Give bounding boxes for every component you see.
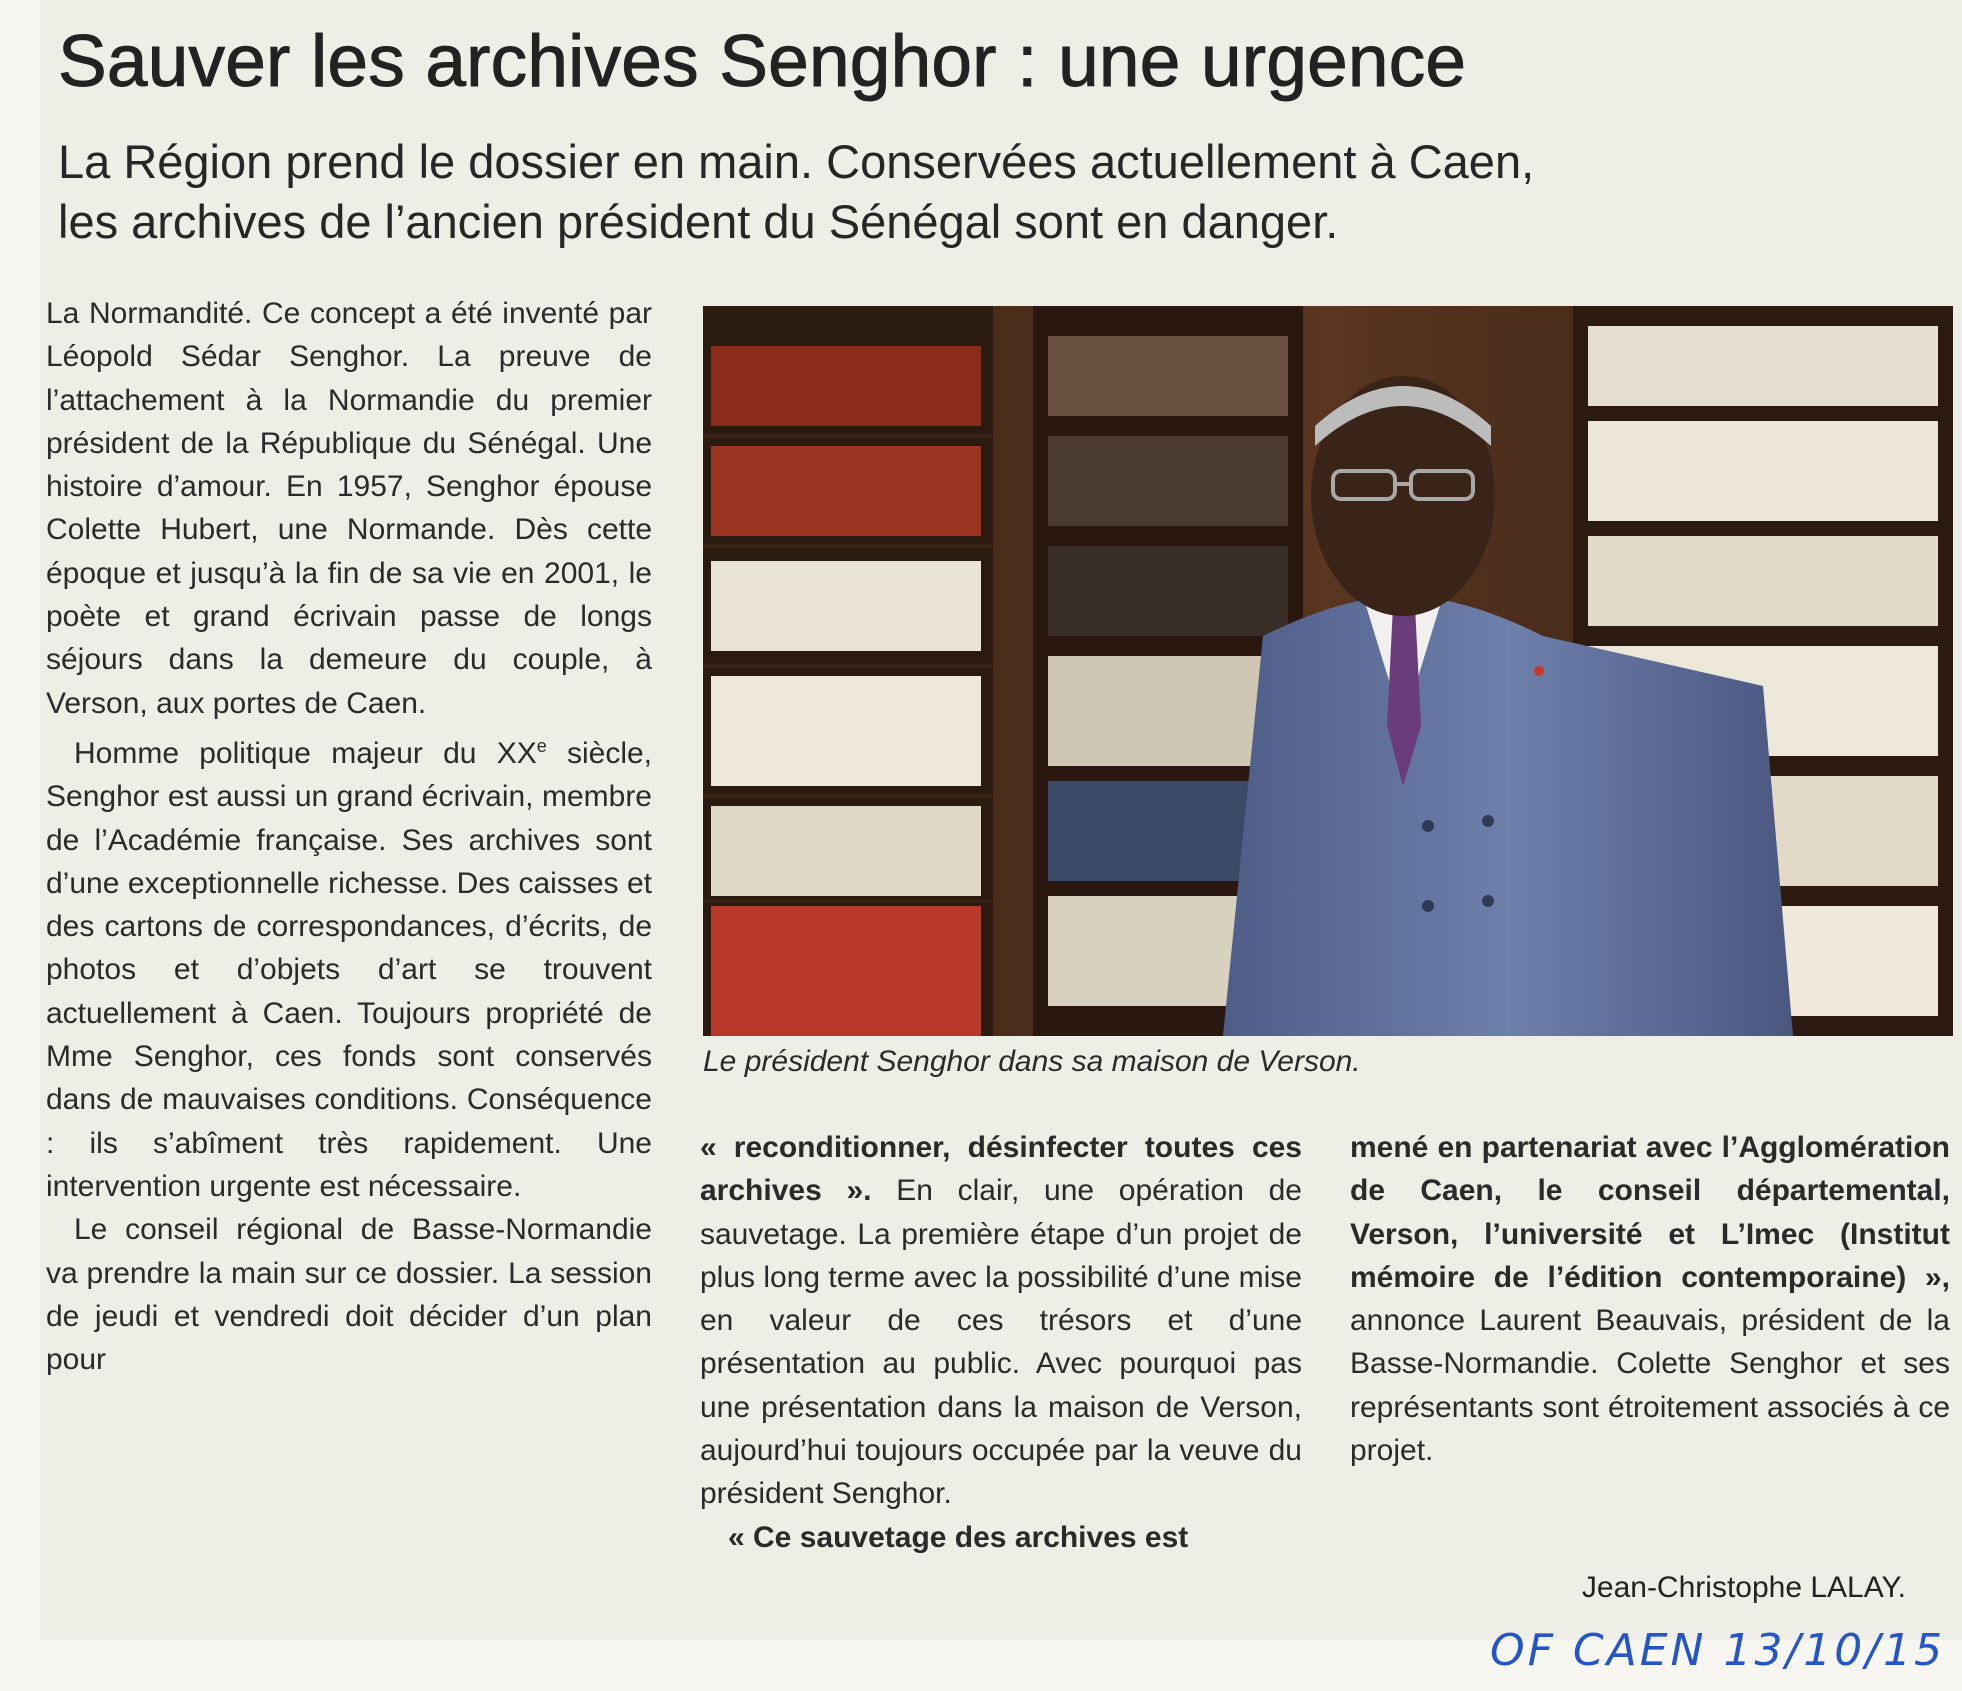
paragraph-partenariat-rest: annonce Laurent Beauvais, président de la Basse-Normandie. Colette Senghor et ses représentants sont étroitement associés à ce projet. — [1350, 1304, 1950, 1468]
photo-senghor-library — [703, 306, 1953, 1036]
photo-caption: Le président Senghor dans sa maison de Verson. — [703, 1045, 1361, 1078]
handwritten-note-text: OF CAEN 13/10/15 — [1490, 1625, 1946, 1676]
article-column-2 — [700, 1126, 1302, 1559]
quote-reconditionner: « reconditionner, désinfecter toutes ces archives ». — [700, 1131, 1302, 1208]
handwritten-note — [1480, 1610, 1950, 1690]
paragraph-archives — [46, 725, 652, 1208]
paragraph-archives-rest: siècle, Senghor est aussi un grand écrivain, membre de l’Académie française. Ses archives sont d’une exceptionnelle richesse. Des caisses et des cartons de correspondances, d’écrits, de photos et d’objets d’art se trouvent actuellement à Caen. Toujours propriété de Mme Senghor, ces fonds sont conservés dans de mauvaises conditions. Conséquence : ils s’abîment très rapidement. Une intervention urgente est nécessaire. — [46, 736, 653, 1203]
paragraph-intro: La Normandité. Ce concept a été inventé par Léopold Sédar Senghor. La preuve de l’attachement à la Normandie du premier président de la République du Sénégal. Une histoire d’amour. En 1957, Senghor épouse Colette Hubert, une Normande. Dès cette époque et jusqu’à la fin de sa vie en 2001, le poète et grand écrivain passe de longs séjours dans la demeure du couple, à Verson, aux portes de Caen. — [46, 297, 652, 720]
headline: Sauver les archives Senghor : une urgence — [58, 21, 1467, 102]
paragraph-partenariat — [1350, 1126, 1950, 1472]
quote-partenariat: mené en partenariat avec l’Agglomération de Caen, le conseil départemental, Verson, l’université et L’Imec (Institut mémoire de l’édition contemporaine) », — [1350, 1131, 1950, 1294]
standfirst — [58, 132, 1758, 252]
article-column-3 — [1350, 1126, 1950, 1472]
paragraph-archives-start: Homme politique majeur du XX — [74, 736, 537, 770]
photo-illustration — [703, 306, 1953, 1036]
paragraph-plan-rest: En clair, une opération de sauvetage. La première étape d’un projet de plus long terme avec la possibilité d’une mise en valeur de ces trésors et d’une présentation au public. Avec pourquoi pas une présentation dans la maison de Verson, aujourd’hui toujours occupée par la veuve du président Senghor. — [700, 1174, 1302, 1511]
standfirst-line-2: les archives de l’ancien président du Sénégal sont en danger. — [58, 195, 1339, 248]
century-superscript: e — [536, 735, 547, 756]
standfirst-line-1: La Région prend le dossier en main. Conservées actuellement à Caen, — [58, 135, 1535, 188]
paragraph-region: Le conseil régional de Basse-Normandie va prendre la main sur ce dossier. La session de jeudi et vendredi doit décider d’un plan pour — [46, 1213, 652, 1377]
quote-sauvetage: « Ce sauvetage des archives est — [728, 1520, 1189, 1554]
paragraph-sauvetage — [700, 1516, 1302, 1559]
paragraph-plan — [700, 1126, 1302, 1516]
left-bookcase — [703, 306, 993, 1036]
author-byline: Jean-Christophe LALAY. — [1581, 1571, 1906, 1604]
article-column-1 — [46, 292, 652, 1381]
